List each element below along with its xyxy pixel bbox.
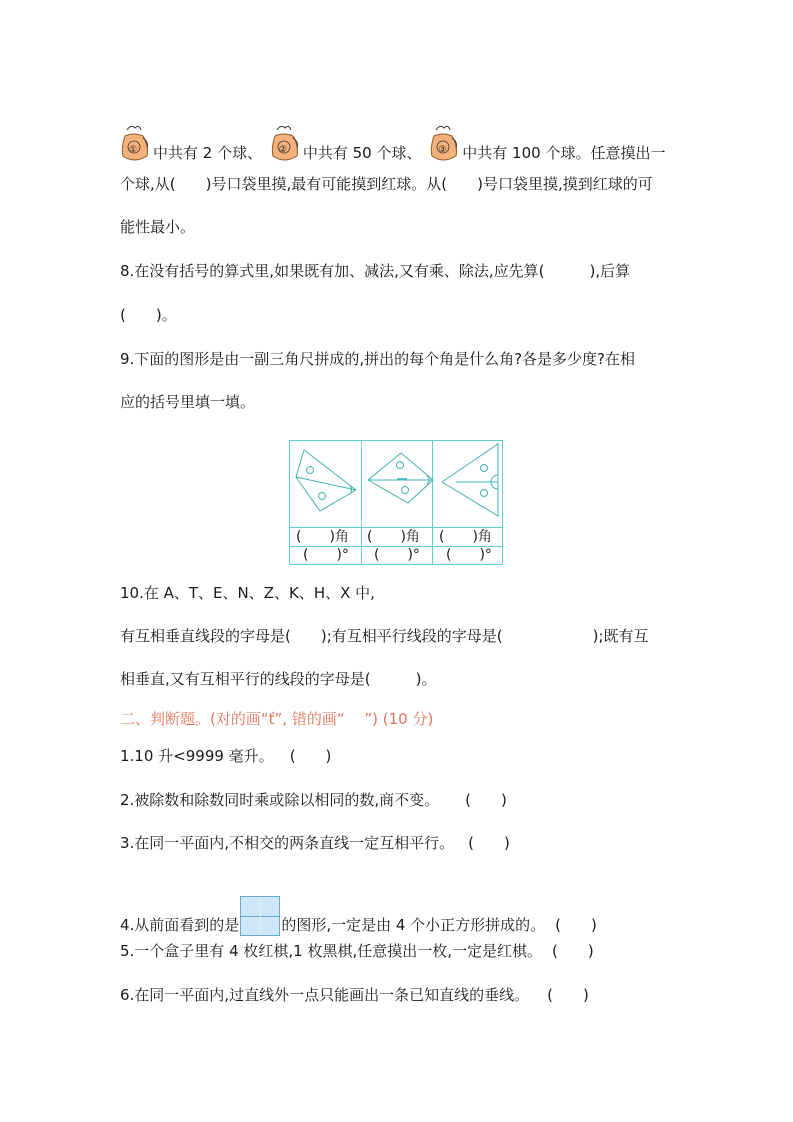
answer-blank[interactable]: ( ) (555, 916, 597, 934)
section-2-heading: 二、判断题。(对的画“ť”, 错的画“ ”) (10 分) (120, 710, 434, 728)
judge-item-4 (120, 896, 597, 936)
degree-cell-2: ( )° (374, 547, 420, 563)
q8-line-1: 8.在没有括号的算式里,如果既有加、减法,又有乘、除法,应先算( ),后算 (120, 262, 631, 280)
answer-blank[interactable]: ( ) (468, 834, 510, 852)
angle-type-cell-1: ( )角 (296, 529, 349, 545)
bag-1-text: 中共有 2 个球、 (153, 144, 263, 162)
q10-line-2: 有互相垂直线段的字母是( );有互相平行线段的字母是( );既有互 (120, 627, 649, 645)
stacked-squares-figure (240, 896, 280, 936)
bag-3-text: 中共有 100 个球。任意摸出一 (462, 144, 666, 162)
q8-line-2: ( )。 (120, 306, 177, 324)
judge-item-text: 3.在同一平面内,不相交的两条直线一定互相平行。 (120, 834, 455, 852)
bag-label: ① (129, 145, 138, 155)
judge-item-6 (120, 985, 589, 1005)
degree-cell-3: ( )° (446, 547, 492, 563)
judge-item-1 (120, 746, 331, 766)
judge-item-text: 2.被除数和除数同时乘或除以相同的数,商不变。 (120, 791, 440, 809)
angle-type-cell-3: ( )角 (439, 529, 492, 545)
degree-cell-1: ( )° (303, 547, 349, 563)
triangle-ruler-figure-table (289, 440, 503, 565)
q7-line-2: 个球,从( )号口袋里摸,最有可能摸到红球。从( )号口袋里摸,摸到红球的可 (120, 175, 653, 193)
judge-item-text: 5.一个盒子里有 4 枚红棋,1 枚黑棋,任意摸出一枚,一定是红棋。 (120, 942, 543, 960)
judge-item-text: 6.在同一平面内,过直线外一点只能画出一条已知直线的垂线。 (120, 986, 530, 1004)
q7-line-1 (117, 130, 665, 166)
answer-blank[interactable]: ( ) (289, 747, 332, 765)
q7-line-3: 能性最小。 (120, 218, 196, 236)
q10-line-1: 10.在 A、T、E、N、Z、K、H、X 中, (120, 584, 375, 602)
triangle-rulers-diagram (290, 441, 504, 527)
answer-blank[interactable]: ( ) (465, 791, 507, 809)
angle-type-cell-2: ( )角 (367, 529, 420, 545)
q9-line-1: 9.下面的图形是由一副三角尺拼成的,拼出的每个角是什么角?各是多少度?在相 (120, 350, 636, 368)
answer-blank[interactable]: ( ) (547, 986, 589, 1004)
judge-item-text: 4.从前面看到的是 (120, 916, 240, 934)
answer-blank[interactable]: ( ) (552, 942, 594, 960)
judge-item-3 (120, 833, 510, 853)
bag-icon-3 (426, 130, 460, 166)
q9-line-2: 应的括号里填一填。 (120, 393, 256, 411)
bag-2-text: 中共有 50 个球、 (302, 144, 422, 162)
bag-label: ② (278, 145, 287, 155)
bag-label: ③ (438, 145, 447, 155)
bag-icon-1 (117, 130, 151, 166)
q10-line-3: 相垂直,又有互相平行的线段的字母是( )。 (120, 670, 437, 688)
judge-item-text: 的图形,一定是由 4 个小正方形拼成的。 (281, 916, 546, 934)
judge-item-5 (120, 941, 594, 961)
bag-icon-2 (267, 130, 301, 166)
judge-item-2 (120, 790, 507, 810)
judge-item-text: 1.10 升<9999 毫升。 (120, 747, 274, 765)
